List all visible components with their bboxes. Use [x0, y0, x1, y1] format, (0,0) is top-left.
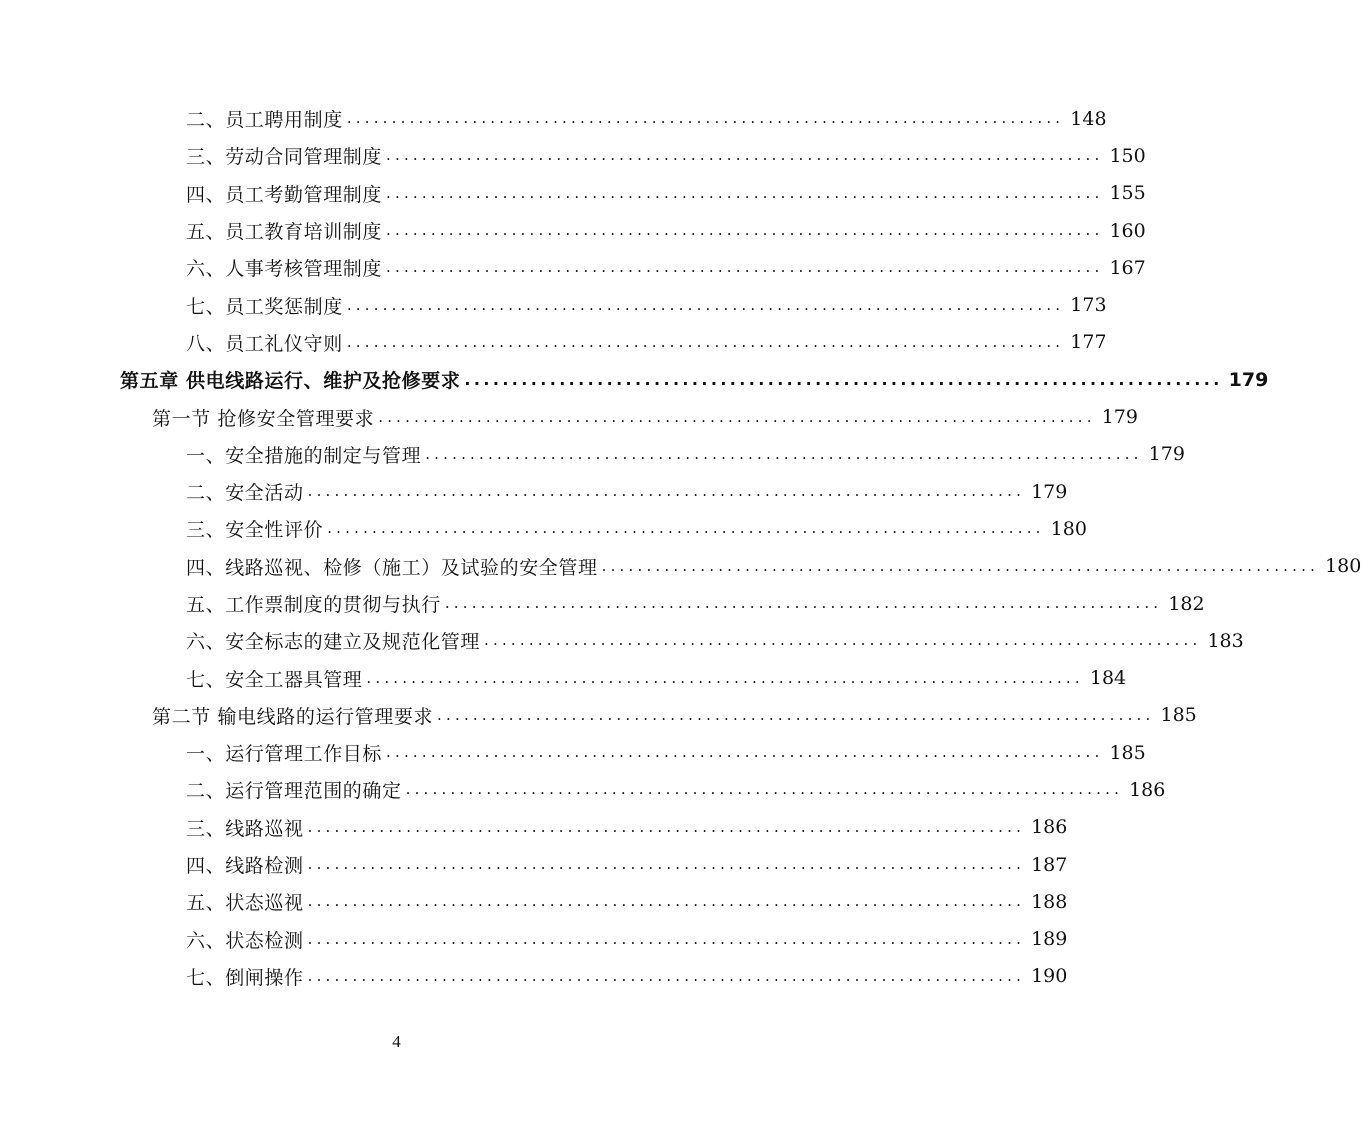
toc-entry-title: 四、员工考勤管理制度	[186, 183, 383, 206]
toc-entry-section[interactable]	[0, 697, 1197, 734]
toc-entry-title: 五、员工教育培训制度	[186, 221, 383, 244]
toc-entry-item[interactable]	[0, 137, 1146, 174]
toc-leader-dots: ................................................................................	[437, 705, 1155, 724]
toc-entry-page: 180	[1050, 517, 1087, 540]
toc-entry-title: 六、人事考核管理制度	[186, 258, 383, 281]
toc-entry-title: 二、安全活动	[186, 482, 304, 505]
toc-entry-title: 二、员工聘用制度	[186, 109, 343, 132]
toc-entry-item[interactable]	[0, 548, 1362, 585]
toc-entry-page: 167	[1109, 256, 1146, 279]
toc-entry-item[interactable]	[0, 286, 1107, 323]
toc-leader-dots: ................................................................................	[464, 369, 1223, 389]
toc-entry-item[interactable]	[0, 883, 1068, 920]
toc-entry-page: 179	[1228, 368, 1269, 391]
toc-entry-item[interactable]	[0, 846, 1068, 883]
toc-entry-title: 三、劳动合同管理制度	[186, 146, 383, 169]
toc-entry-page: 179	[1031, 480, 1068, 503]
toc-entry-page: 177	[1070, 331, 1107, 354]
toc-entry-page: 186	[1031, 816, 1068, 839]
toc-entry-item[interactable]	[0, 324, 1107, 361]
toc-leader-dots: ................................................................................	[307, 482, 1026, 501]
toc-entry-title: 四、线路巡视、检修（施工）及试验的安全管理	[186, 556, 598, 579]
toc-leader-dots: ................................................................................	[386, 258, 1104, 277]
toc-leader-dots: ................................................................................	[307, 817, 1026, 836]
toc-leader-dots: ................................................................................	[327, 519, 1045, 538]
toc-entry-page: 188	[1031, 890, 1068, 913]
toc-entry-title: 第二节 输电线路的运行管理要求	[152, 705, 434, 728]
toc-leader-dots: ................................................................................	[386, 221, 1104, 240]
toc-entry-page: 173	[1070, 294, 1107, 317]
toc-entry-title: 七、安全工器具管理	[186, 668, 363, 691]
toc-entry-item[interactable]	[0, 734, 1146, 771]
toc-entry-page: 150	[1109, 144, 1146, 167]
table-of-contents	[0, 100, 1362, 995]
toc-entry-item[interactable]	[0, 921, 1068, 958]
toc-entry-page: 179	[1148, 443, 1185, 466]
toc-entry-item[interactable]	[0, 622, 1244, 659]
toc-entry-page: 185	[1109, 741, 1146, 764]
toc-leader-dots: ................................................................................	[425, 444, 1143, 463]
toc-entry-title: 三、线路巡视	[186, 817, 304, 840]
toc-entry-page: 182	[1168, 592, 1205, 615]
toc-leader-dots: ................................................................................	[378, 407, 1096, 426]
toc-entry-title: 六、安全标志的建立及规范化管理	[186, 631, 481, 654]
toc-leader-dots: ................................................................................	[386, 183, 1104, 202]
toc-entry-title: 五、工作票制度的贯彻与执行	[186, 594, 441, 616]
toc-leader-dots: ................................................................................	[307, 855, 1026, 874]
toc-entry-item[interactable]	[0, 958, 1068, 995]
toc-entry-page: 184	[1089, 667, 1127, 690]
toc-entry-title: 第一节 抢修安全管理要求	[152, 407, 375, 430]
toc-entry-item[interactable]	[0, 436, 1185, 473]
toc-entry-page: 148	[1070, 107, 1107, 130]
toc-entry-title: 七、倒闸操作	[186, 966, 304, 989]
toc-entry-page: 190	[1031, 965, 1068, 988]
toc-leader-dots: ................................................................................	[386, 743, 1104, 762]
toc-entry-title: 七、员工奖惩制度	[186, 295, 343, 318]
toc-entry-chapter[interactable]	[0, 361, 1269, 398]
toc-entry-item[interactable]	[0, 585, 1205, 622]
toc-leader-dots: ................................................................................	[346, 109, 1065, 128]
toc-leader-dots: ................................................................................	[307, 929, 1026, 948]
toc-leader-dots: ................................................................................	[346, 295, 1065, 314]
toc-leader-dots: ................................................................................	[405, 780, 1124, 799]
toc-entry-title: 五、状态巡视	[186, 892, 304, 915]
toc-entry-item[interactable]	[0, 212, 1146, 249]
toc-leader-dots: ................................................................................	[601, 556, 1320, 575]
toc-entry-title: 一、运行管理工作目标	[186, 743, 383, 766]
toc-entry-section[interactable]	[0, 398, 1138, 435]
toc-entry-item[interactable]	[0, 510, 1087, 547]
toc-entry-page: 185	[1160, 704, 1197, 727]
page-number: 4	[392, 1032, 401, 1051]
toc-entry-title: 六、状态检测	[186, 929, 304, 952]
toc-entry-item[interactable]	[0, 249, 1146, 286]
toc-entry-item[interactable]	[0, 175, 1146, 212]
toc-entry-page: 180	[1325, 555, 1362, 578]
toc-leader-dots: ................................................................................	[346, 332, 1065, 351]
toc-leader-dots: ................................................................................	[484, 631, 1202, 650]
toc-entry-item[interactable]	[0, 659, 1127, 696]
toc-entry-item[interactable]	[0, 771, 1166, 808]
toc-entry-page: 189	[1031, 928, 1068, 951]
toc-entry-page: 160	[1109, 219, 1146, 242]
toc-leader-dots: ................................................................................	[366, 668, 1084, 687]
toc-leader-dots: ................................................................................	[307, 892, 1026, 911]
toc-entry-item[interactable]	[0, 473, 1068, 510]
toc-entry-page: 186	[1129, 778, 1166, 801]
toc-entry-title: 八、员工礼仪守则	[186, 332, 343, 355]
toc-entry-title: 一、安全措施的制定与管理	[186, 444, 422, 467]
toc-leader-dots: ................................................................................	[307, 966, 1026, 985]
toc-leader-dots: ................................................................................	[386, 146, 1104, 165]
toc-entry-item[interactable]	[0, 809, 1068, 846]
toc-entry-page: 187	[1031, 853, 1068, 876]
toc-entry-page: 155	[1109, 182, 1146, 205]
toc-entry-item[interactable]	[0, 100, 1107, 137]
toc-entry-page: 179	[1101, 406, 1138, 429]
toc-entry-title: 三、安全性评价	[186, 519, 324, 542]
toc-entry-title: 第五章 供电线路运行、维护及抢修要求	[120, 370, 461, 393]
toc-entry-page: 183	[1207, 629, 1244, 652]
toc-entry-title: 二、运行管理范围的确定	[186, 780, 402, 803]
toc-leader-dots: ................................................................................	[444, 594, 1163, 612]
toc-entry-title: 四、线路检测	[186, 855, 304, 878]
